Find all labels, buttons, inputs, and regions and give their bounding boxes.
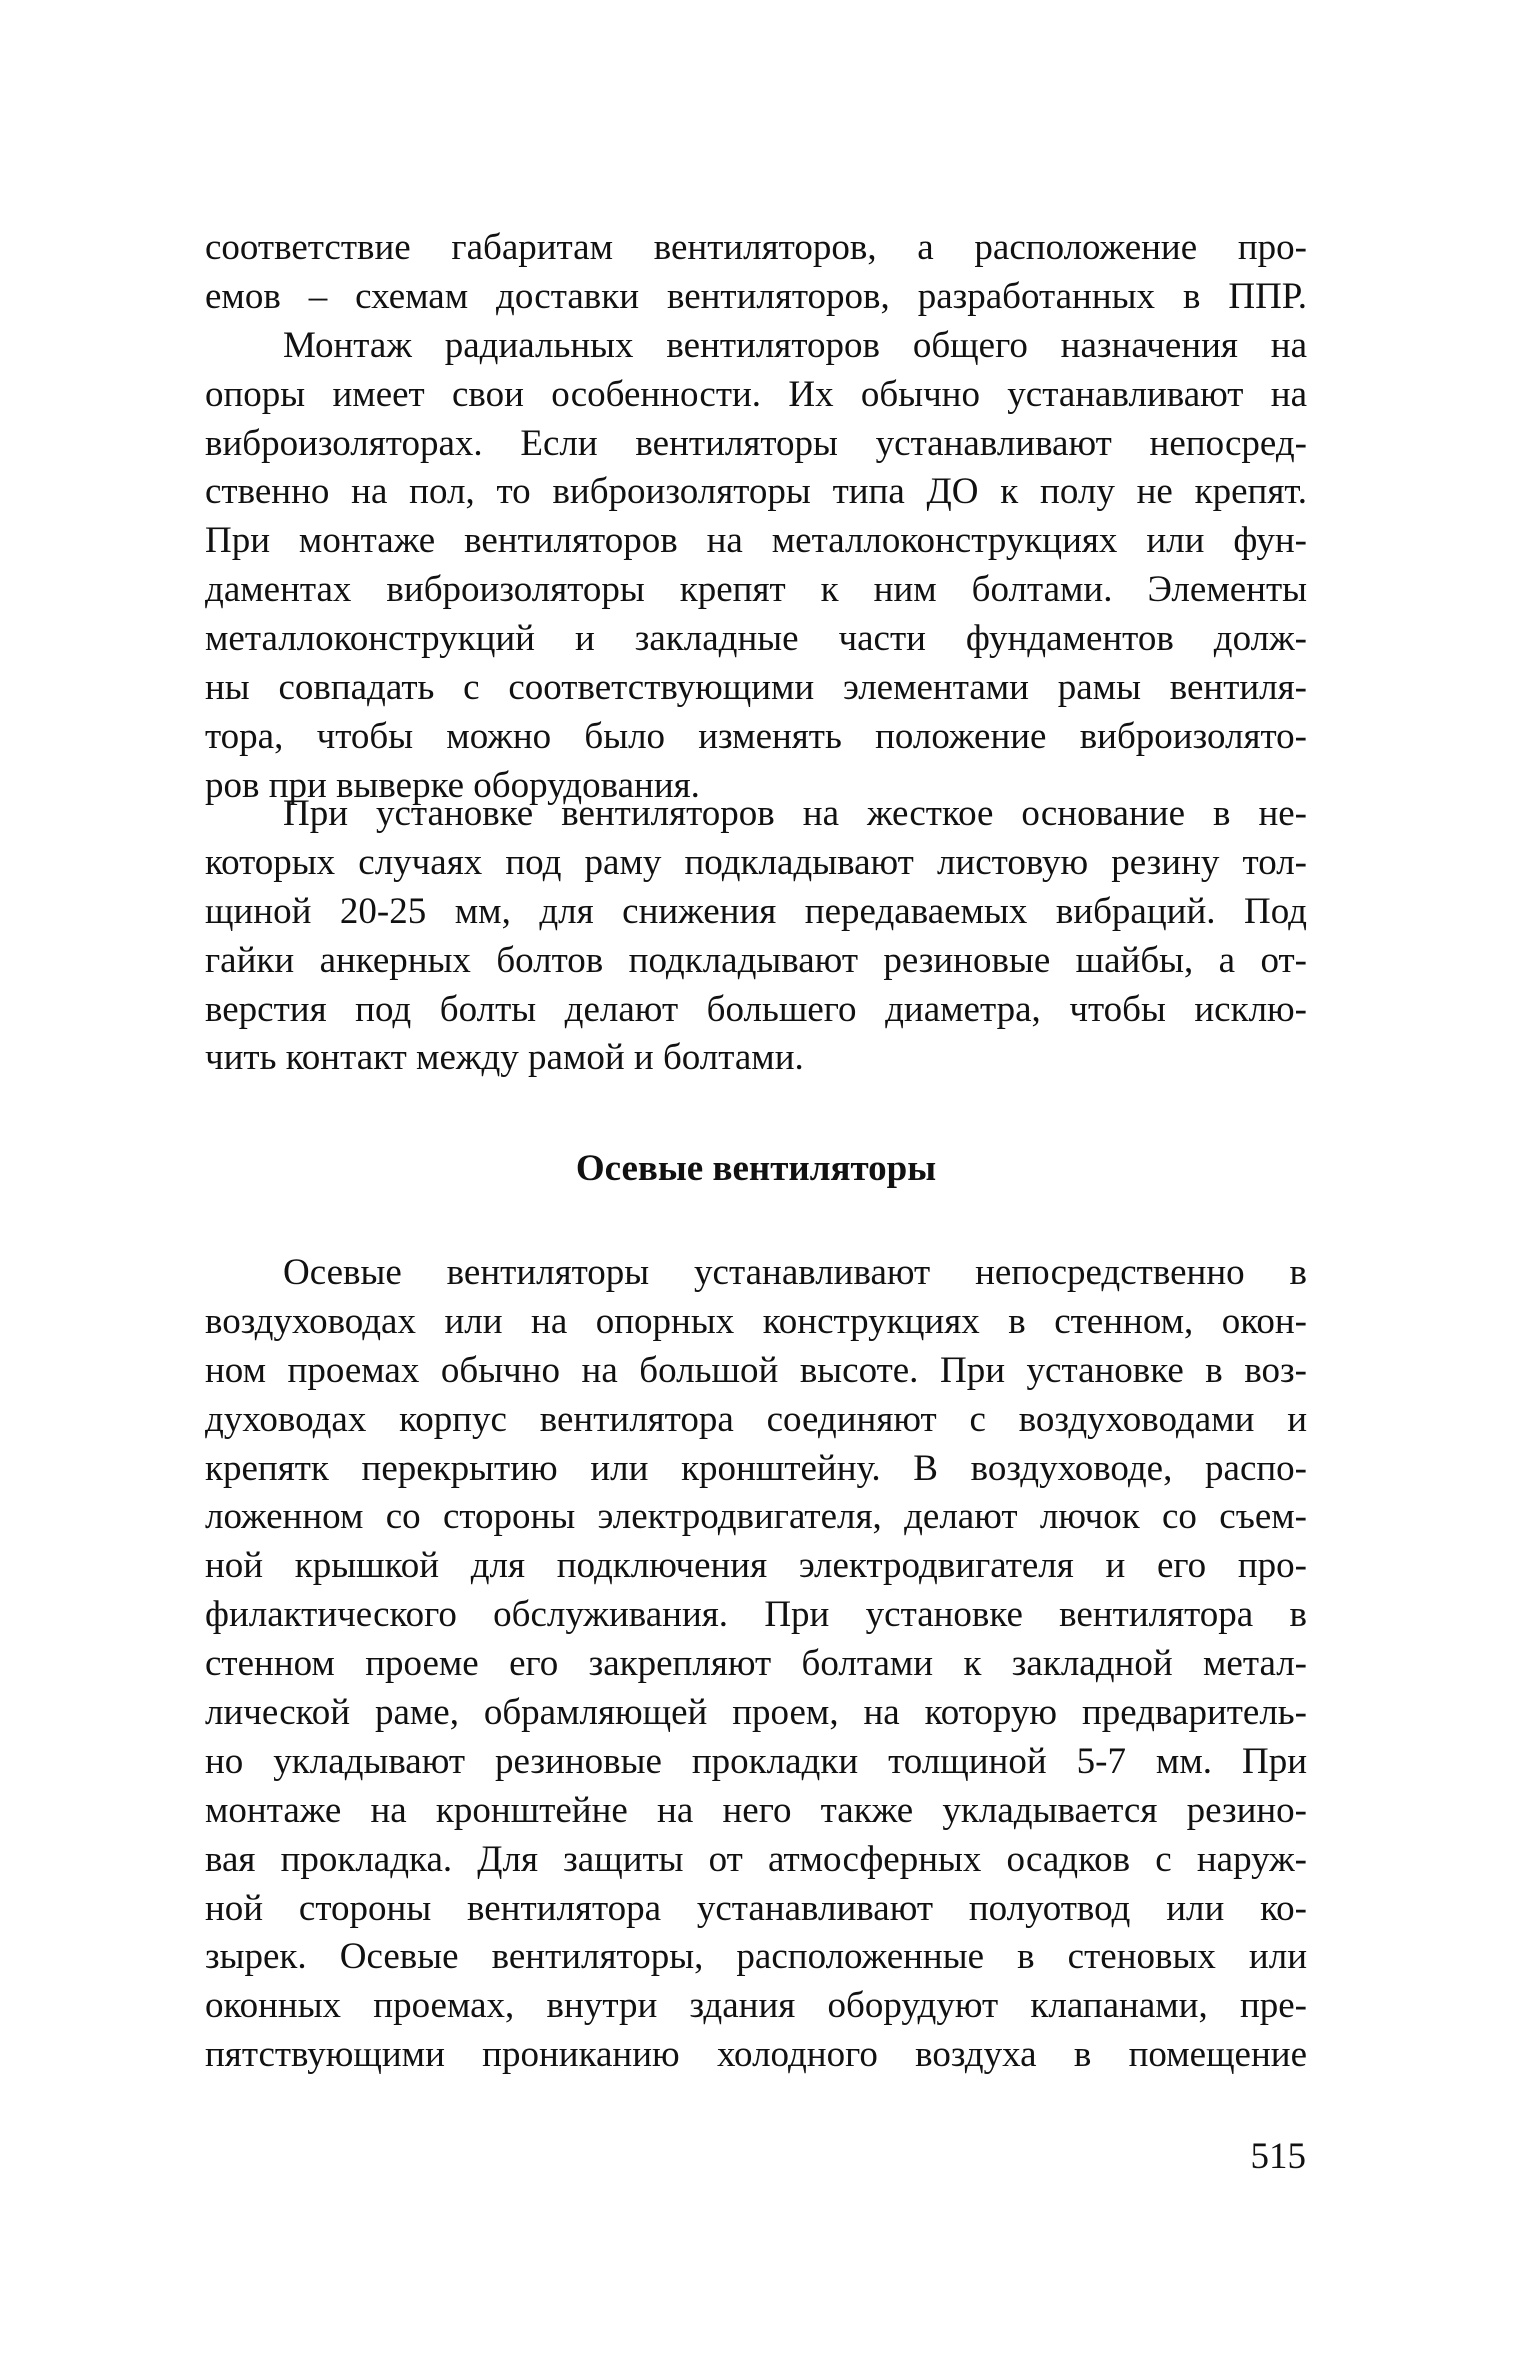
text-line: тора, чтобы можно было изменять положение виброизолято- <box>205 715 1307 757</box>
text-line: ном проемах обычно на большой высоте. При установке в воз- <box>205 1349 1307 1391</box>
text-line: верстия под болты делают большего диаметра, чтобы исклю- <box>205 988 1307 1030</box>
text-line: ров при выверке оборудования. <box>205 764 700 806</box>
text-line: металлоконструкций и закладные части фундаментов долж- <box>205 618 1307 660</box>
text-line: ложенном со стороны электродвигателя, делают лючок со съем- <box>205 1496 1307 1538</box>
text-line: лической раме, обрамляющей проем, на которую предваритель- <box>205 1692 1307 1734</box>
text-line: При установке вентиляторов на жесткое основание в не- <box>283 793 1307 834</box>
text-line: стенном проеме его закрепляют болтами к закладной метал- <box>205 1643 1307 1685</box>
text-line: даментах виброизоляторы крепят к ним болтами. Элементы <box>205 569 1307 611</box>
text-line: которых случаях под раму подкладывают листовую резину тол- <box>205 841 1307 883</box>
text-line: крепятк перекрытию или кронштейну. В воздуховоде, распо- <box>205 1447 1307 1489</box>
text-line: вая прокладка. Для защиты от атмосферных осадков с наруж- <box>205 1838 1307 1880</box>
text-line: воздуховодах или на опорных конструкциях в стенном, окон- <box>205 1300 1307 1342</box>
text-line: опоры имеет свои особенности. Их обычно устанавливают на <box>205 373 1307 415</box>
text-line: но укладывают резиновые прокладки толщиной 5-7 мм. При <box>205 1740 1307 1782</box>
text-line: ственно на пол, то виброизоляторы типа ДО к полу не крепят. <box>205 471 1307 513</box>
text-line: чить контакт между рамой и болтами. <box>205 1037 804 1079</box>
text-line: монтаже на кронштейне на него также укладывается резино- <box>205 1789 1307 1831</box>
text-line: ной стороны вентилятора устанавливают полуотвод или ко- <box>205 1887 1307 1929</box>
text-line: зырек. Осевые вентиляторы, расположенные в стеновых или <box>205 1936 1307 1978</box>
text-line: духоводах корпус вентилятора соединяют с воздуховодами и <box>205 1398 1307 1440</box>
text-line: виброизоляторах. Если вентиляторы устанавливают непосред- <box>205 422 1307 464</box>
text-line: емов – схемам доставки вентиляторов, разработанных в ППР. <box>205 275 1307 317</box>
section-heading: Осевые вентиляторы <box>575 1148 937 1189</box>
text-line: гайки анкерных болтов подкладывают резиновые шайбы, а от- <box>205 939 1307 981</box>
paragraph-block-continuation <box>205 224 1307 811</box>
text-line: Монтаж радиальных вентиляторов общего назначения на <box>283 324 1307 366</box>
text-line: пятствующими прониканию холодного воздуха в помещение <box>205 2034 1307 2076</box>
paragraph-block <box>205 790 1307 1083</box>
page-number: 515 <box>1250 2136 1306 2177</box>
text-line: щиной 20-25 мм, для снижения передаваемых вибраций. Под <box>205 890 1307 932</box>
text-line: ной крышкой для подключения электродвигателя и его про- <box>205 1545 1307 1587</box>
text-line: соответствие габаритам вентиляторов, а расположение про- <box>205 227 1307 268</box>
text-line: При монтаже вентиляторов на металлоконструкциях или фун- <box>205 520 1307 562</box>
text-line: оконных проемах, внутри здания оборудуют клапанами, пре- <box>205 1985 1307 2027</box>
text-line: Осевые вентиляторы устанавливают непосредственно в <box>283 1252 1307 1293</box>
text-line: ны совпадать с соответствующими элементами рамы вентиля- <box>205 667 1307 709</box>
paragraph-block <box>205 1249 1307 2080</box>
text-line: филактического обслуживания. При установке вентилятора в <box>205 1594 1307 1636</box>
